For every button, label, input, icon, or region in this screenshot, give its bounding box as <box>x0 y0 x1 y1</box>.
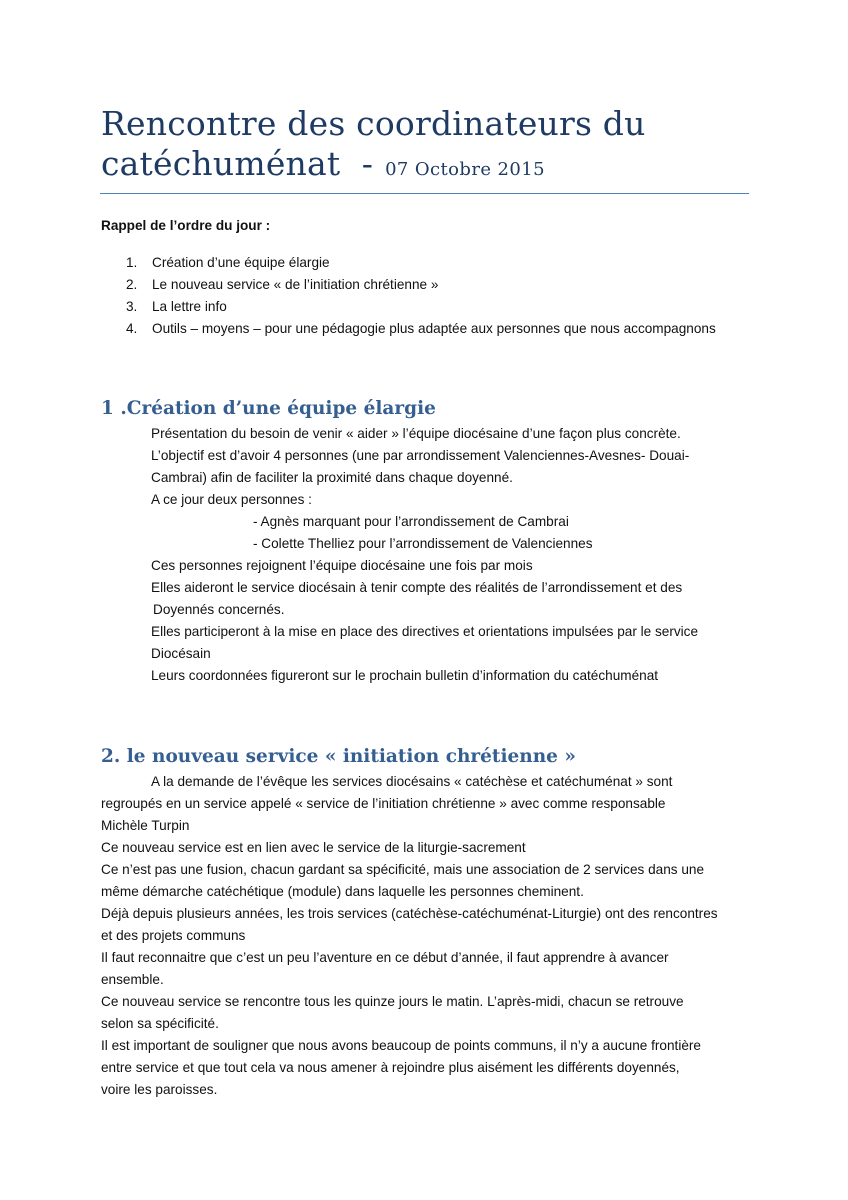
agenda-item-number: 4. <box>126 321 138 336</box>
title-date: 07 Octobre 2015 <box>385 159 545 180</box>
person-list-item: - Colette Thelliez pour l’arrondissement de Valenciennes <box>253 536 593 551</box>
agenda-item <box>101 318 716 340</box>
paragraph-line: Elles participeront à la mise en place des directives et orientations impulsées par le service <box>151 624 699 639</box>
title-underline <box>100 193 749 194</box>
agenda-item <box>101 274 716 296</box>
agenda-item-text: La lettre info <box>152 299 227 314</box>
agenda-item-number: 3. <box>126 299 138 314</box>
paragraph-line: selon sa spécificité. <box>101 1016 219 1031</box>
paragraph-line: Présentation du besoin de venir « aider » l’équipe diocésaine d’une façon plus concrète. <box>151 426 681 441</box>
paragraph-line: entre service et que tout cela va nous amener à rejoindre plus aisément les différents doyennés, <box>101 1060 680 1075</box>
paragraph-line: Michèle Turpin <box>101 818 190 833</box>
paragraph-line: Doyennés concernés. <box>153 602 285 617</box>
agenda-item <box>101 296 716 318</box>
section-2-heading: 2. le nouveau service « initiation chrétienne » <box>101 746 576 767</box>
paragraph-line: regroupés en un service appelé « service de l’initiation chrétienne » avec comme responsable <box>101 796 666 811</box>
agenda-list <box>101 252 716 340</box>
paragraph-line: Diocésain <box>151 646 211 661</box>
agenda-item <box>101 252 716 274</box>
agenda-item-text: Le nouveau service « de l’initiation chrétienne » <box>152 277 439 292</box>
paragraph-line: Il est important de souligner que nous avons beaucoup de points communs, il n’y a aucune frontière <box>101 1038 701 1053</box>
paragraph-line: Ce nouveau service se rencontre tous les quinze jours le matin. L’après-midi, chacun se retrouve <box>101 994 684 1009</box>
title-line-1: Rencontre des coordinateurs du <box>101 104 646 143</box>
section-2-body <box>101 771 718 1101</box>
agenda-item-number: 2. <box>126 277 138 292</box>
paragraph-line: L’objectif est d’avoir 4 personnes (une par arrondissement Valenciennes-Avesnes- Douai- <box>151 448 690 463</box>
person-list-item: - Agnès marquant pour l’arrondissement de Cambrai <box>253 514 569 529</box>
paragraph-line: A ce jour deux personnes : <box>151 492 312 507</box>
paragraph-line: A la demande de l’évêque les services diocésains « catéchèse et catéchuménat » sont <box>151 774 673 789</box>
paragraph-line: Il faut reconnaitre que c’est un peu l’aventure en ce début d’année, il faut apprendre à avancer <box>101 950 669 965</box>
paragraph-line: Ce nouveau service est en lien avec le service de la liturgie-sacrement <box>101 840 526 855</box>
paragraph-line: Ce n’est pas une fusion, chacun gardant sa spécificité, mais une association de 2 services dans une <box>101 862 705 877</box>
paragraph-line: voire les paroisses. <box>101 1082 218 1097</box>
section-1-heading: 1 .Création d’une équipe élargie <box>101 398 436 419</box>
paragraph-line: Leurs coordonnées figureront sur le prochain bulletin d’information du catéchuménat <box>151 668 659 683</box>
agenda-item-text: Outils – moyens – pour une pédagogie plus adaptée aux personnes que nous accompagnons <box>152 321 716 336</box>
paragraph-line: Ces personnes rejoignent l’équipe diocésaine une fois par mois <box>151 558 533 573</box>
document-title <box>101 104 751 190</box>
agenda-recall-label: Rappel de l’ordre du jour : <box>101 218 271 233</box>
paragraph-line: et des projets communs <box>101 928 246 943</box>
paragraph-line: Déjà depuis plusieurs années, les trois services (catéchèse-catéchuménat-Liturgie) ont des rencontres <box>101 906 718 921</box>
title-line-2: catéchuménat - <box>101 144 374 183</box>
agenda-item-text: Création d’une équipe élargie <box>152 255 330 270</box>
paragraph-line: Elles aideront le service diocésain à tenir compte des réalités de l’arrondissement et des <box>151 580 683 595</box>
section-1-body <box>151 423 698 687</box>
agenda-item-number: 1. <box>126 255 138 270</box>
paragraph-line: Cambrai) afin de faciliter la proximité dans chaque doyenné. <box>151 470 513 485</box>
paragraph-line: même démarche catéchétique (module) dans laquelle les personnes cheminent. <box>101 884 584 899</box>
paragraph-line: ensemble. <box>101 972 164 987</box>
